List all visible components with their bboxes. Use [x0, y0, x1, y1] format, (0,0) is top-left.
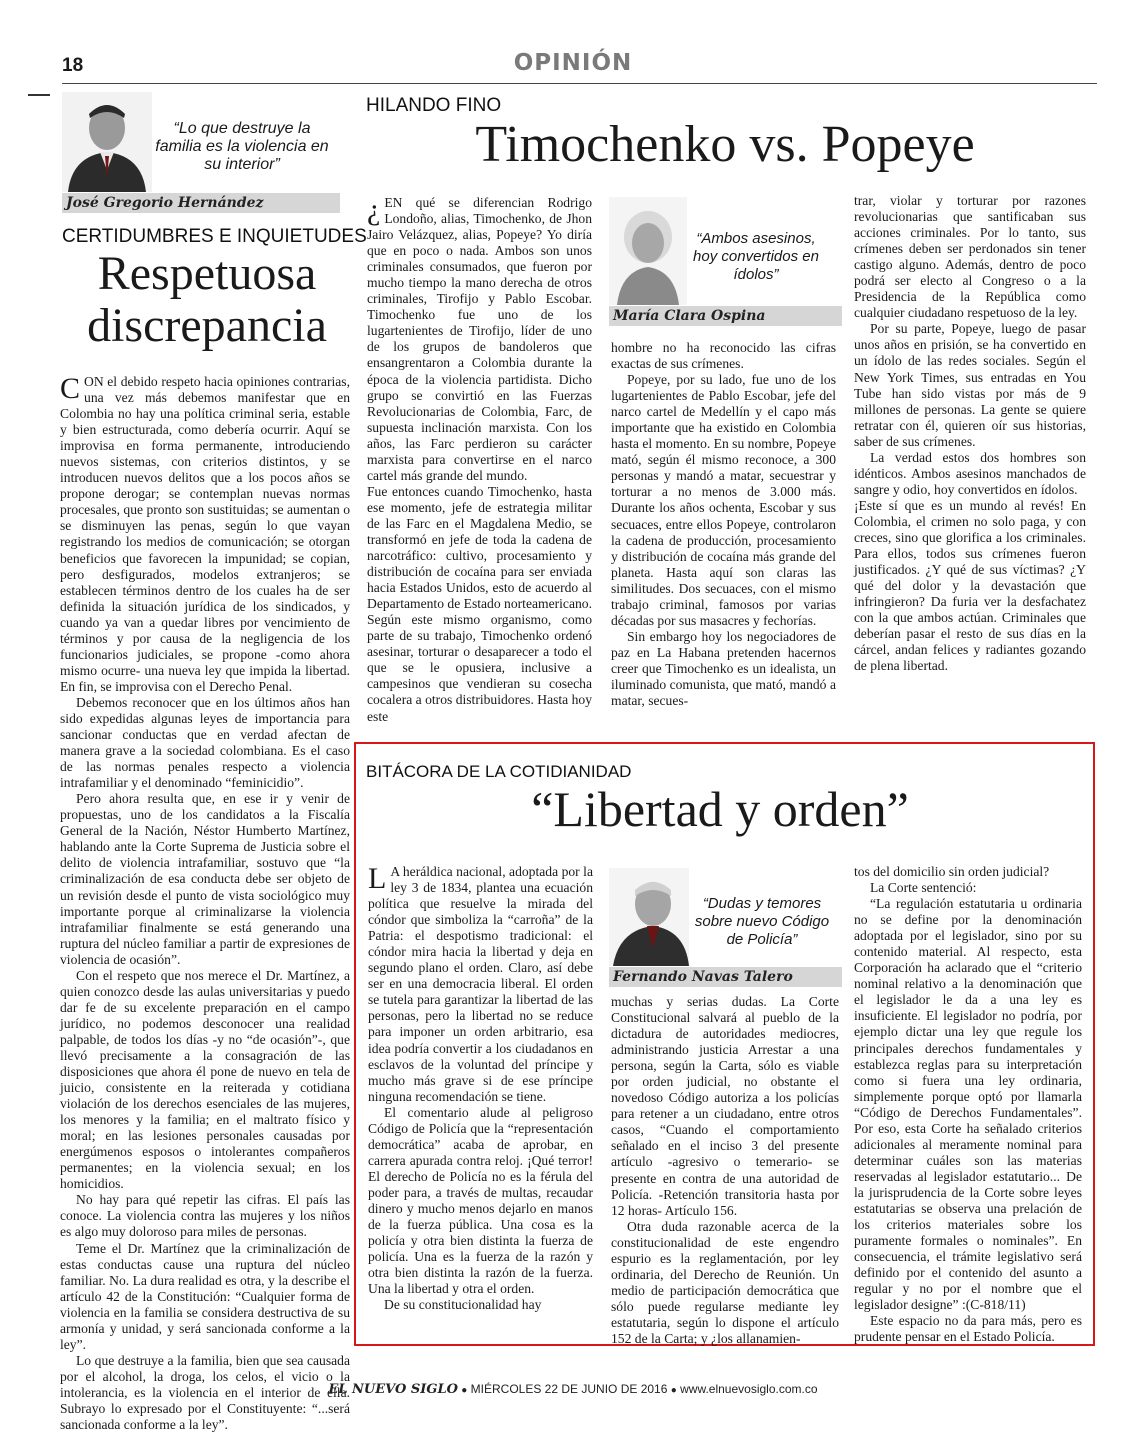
paragraph: Pero ahora resulta que, en ese ir y venir de propuestas, uno de los candidatos a la Fiscalía General de la Nación, Néstor Humberto Martínez, hablando ante la Corte Suprema de Justicia sobre el delito de violencia intrafamiliar, sostuvo que “la criminalización de esa conducta debe ser objeto de un revisión desde el punto de vista sociológico muy importante porque al criminalizarse la violencia intrafamiliar finalmente se está generando una ruptura del núcleo familiar a partir de expresiones de violencia de ocasión”. — [60, 791, 350, 967]
drop-cap: C — [60, 372, 81, 405]
article-title: Respetuosa discrepancia — [87, 247, 327, 352]
margin-mark — [28, 94, 50, 96]
drop-cap: L — [368, 862, 387, 895]
article-title: “Libertad y orden” — [531, 781, 909, 837]
paragraph: Teme el Dr. Martínez que la criminalización de estas conductas cause una ruptura del núcleo familiar. No. La dura realidad es otra, y la describe el artículo 42 de la Constitución: “Cualquier forma de violencia en la familia se considera destructiva de su armonía y unidad, y será sancionada conforme a la ley”. — [60, 1240, 350, 1352]
author-photo-hernandez — [62, 92, 152, 192]
paragraph: Este espacio no da para más, pero es prudente pensar en el Estado Policía. — [854, 1313, 1082, 1345]
author-photo-ospina — [609, 197, 687, 305]
page-footer: EL NUEVO SIGLO ● MIÉRCOLES 22 DE JUNIO DE 2016 ● www.elnuevosiglo.com.co — [328, 1382, 818, 1397]
paragraph: Por su parte, Popeye, luego de pasar unos años en prisión, se ha convertido en un ídolo de las redes sociales. Según el New York Times, sus entradas en You Tube han sido vistas por más de 9 millones de personas. La gente se quiere retratar con él, quieren oír sus historias, saber de sus crímenes. — [854, 321, 1086, 449]
paragraph: De su constitucionalidad hay — [384, 1297, 542, 1313]
pull-quote: “Dudas y temores sobre nuevo Código de Policía” — [694, 895, 830, 948]
article-column-3 — [854, 864, 1082, 1345]
drop-cap: ¿ — [367, 193, 381, 226]
paragraph: El comentario alude al peligroso Código de Policía que la “representación democrática” acaba de aprobar, en carrera apurada contra reloj. ¡Qué terror! El derecho de Policía no es la férula del poder para, a través de multas, recaudar dinero y mucho menos dejarlo en manos de la fuerza pública. Una cosa es la policía y otra bien distinta la fuerza de policía. Una es la fuerza de la razón y otra bien distinta la razón de la fuerza. Una la libertad y otra el orden. — [368, 1104, 593, 1297]
article-column-2 — [611, 994, 839, 1347]
author-byline: María Clara Ospina — [609, 306, 842, 326]
article-kicker: HILANDO FINO — [366, 95, 502, 116]
paragraph: Popeye, por su lado, fue uno de los lugartenientes de Pablo Escobar, jefe del narco cartel de Medellín y el capo más importante que ha existido en Colombia hasta el momento. En su nombre, Popeye mató, según él mismo reconoce, a 300 personas y mandó a matar, secuestrar y torturar a no menos de 3.000 más. Durante los años ochenta, Escobar y sus secuaces, entre ellos Popeye, controlaron la cadena de producción, procesamiento y distribución de cocaína más grande del planeta. Hasta aquí son claras las similitudes. Dos secuaces, con el mismo trabajo criminal, famosos por varias décadas por sus masacres y fechorías. — [611, 372, 837, 628]
paragraph: EN qué se diferencian Rodrigo Londoño, alias, Timochenko, de Jhon Jairo Velázquez, alias, Popeye? Yo diría que en poco o nada. Ambos son unos criminales consumados, que fueron por mucho tiempo la mano derecha de otros criminales, Tirofijo y Pablo Escobar. Timochenko fue uno de los lugartenientes de Tirofijo, líder de uno de los grupos de bandoleros que ensangrentaron a Colombia durante la época de la violencia partidista. Dicho grupo se convirtió en las Fuerzas Revolucionarias de Colombia, Farc, de supuesta inclinación marxista. Con los años, las Farc perdieron su carácter marxista para convertirse en el narco cartel más grande del mundo. — [367, 195, 592, 483]
paragraph: Sin embargo hoy los negociadores de paz en La Habana pretenden hacernos creer que Timochenko es un idealista, un iluminado comunista, que mató, mandó a matar, secues- — [611, 628, 836, 709]
paragraph: Otra duda razonable acerca de la constitucionalidad de este engendro espurio es la reglamentación, por ley ordinaria, del Derecho de Reunión. Un medio de participación democrática que sólo puede regularse mediante ley estatutaria, según lo dispone el artículo 152 de la Carta; y ¿los allanamien- — [611, 1218, 839, 1346]
paragraph: La verdad estos dos hombres son idénticos. Ambos asesinos manchados de sangre y odio, hoy convertidos en ídolos. — [854, 449, 1086, 497]
paragraph: tos del domicilio sin orden judicial? — [854, 864, 1050, 879]
paragraph: hombre no ha reconocido las cifras exactas de sus crímenes. — [611, 340, 836, 372]
article-kicker: BITÁCORA DE LA COTIDIANIDAD — [366, 762, 632, 781]
paragraph: Debemos reconocer que en los últimos años han sido expedidas algunas leyes de importancia para sancionar conductas que en verdad afectan de manera grave a la sociedad colombiana. Es el caso de las normas penales respecto a violencia intrafamiliar y el denominado “feminicidio”. — [60, 694, 350, 791]
header-rule — [62, 83, 1097, 84]
paragraph: No hay para qué repetir las cifras. El país las conoce. La violencia contra las mujeres y los niños es algo muy doloroso para miles de personas. — [60, 1192, 350, 1240]
author-byline: José Gregorio Hernández — [62, 193, 340, 213]
paragraph: A heráldica nacional, adoptada por la ley 3 de 1834, plantea una ecuación política que resuelve la mirada del cóndor que simboliza la “carroña” de la Patria: el despotismo tradicional: el cóndor mira hacia la libertad y deja en segundo plano el orden. Claro, así debe ser en una democracia liberal. El orden se tutela para garantizar la libertad de las personas, pero la libertad no se reduce para imponer un orden arbitrario, esa idea podría convertir a los ciudadanos en esclavos de la voluntad del príncipe y mucho más grave si de ese príncipe ninguna recomendación se tiene. — [368, 864, 593, 1104]
publication-date: MIÉRCOLES 22 DE JUNIO DE 2016 — [470, 1382, 668, 1396]
page-number: 18 — [62, 55, 84, 76]
paragraph: Con el respeto que nos merece el Dr. Martínez, a quien conozco desde las aulas universitarias y puedo dar fe de su excelente preparación en el campo jurídico, no podemos desconocer una realidad palpable, de todos los días -y no “de ocasión”-, que llevó precisamente a la consagración de las disposiciones que ahora él pone de nuevo en tela de juicio, consistente en la reiterada y cotidiana violación de los derechos esenciales de las mujeres, los menores y la familia; en el maltrato físico y moral; en las lesiones personales causadas por energúmenos esposos o intolerantes compañeros permanentes; en la violencia sexual; en los homicidios. — [60, 967, 350, 1192]
article-title: Timochenko vs. Popeye — [475, 116, 975, 173]
paragraph: trar, violar y torturar por razones revolucionarias que santificaban sus acciones criminales. Por lo tanto, sus crímenes deben ser perdonados sin tener castigo alguno. Además, dentro de poco podrá ser electo al Congreso o a la Presidencia de la República como cualquier ciudadano respetuoso de la ley. — [854, 193, 1086, 321]
article-column-3 — [854, 193, 1086, 674]
paragraph: La Corte sentenció: — [870, 880, 977, 896]
article-column-2 — [611, 340, 836, 709]
author-photo-navas — [609, 868, 689, 966]
article-column-1 — [367, 195, 592, 725]
section-title: OPINIÓN — [513, 50, 633, 76]
website-url: www.elnuevosiglo.com.co — [680, 1382, 818, 1396]
paragraph: “La regulación estatutaria u ordinaria no se define por la denominación adoptada por el legislador, sino por su contenido material. Al respecto, esta Corporación ha aclarado que el “criterio nominal relativo a la denominación que el legislador le da a una ley es insuficiente. El legislador no podría, por ejemplo dictar una ley que regule los principales derechos fundamentales y establezca reglas para su interpretación como si fuera una ley ordinaria, simplemente porque optó por llamarla “Código de Derechos Fundamentales”. Por eso, esta Corte ha señalado criterios adicionales al meramente nominal para determinar cuáles son las materias reservadas al legislador estatutario... De la jurisprudencia de la Corte sobre leyes estatutarias se observa una prelación de los criterios materiales sobre los puramente formales o nominales”. En consecuencia, el trámite legislativo será definido por el contenido del asunto a regular y no por el nombre que el legislador designe” :(C-818/11) — [854, 896, 1082, 1313]
article-column-1 — [368, 864, 593, 1313]
pull-quote: “Lo que destruye la familia es la violencia en su interior” — [155, 120, 329, 173]
paragraph: Lo que destruye a la familia, bien que sea causada por el alcohol, la droga, los celos, el vicio o la intolerancia, es la violencia en el interior de ella. Subrayo lo expresado por el Constituyente: “...será sancionada conforme a la ley”. — [60, 1352, 350, 1433]
paragraph: ¡Este sí que es un mundo al revés! En Colombia, el crimen no solo paga, y con creces, sino que glorifica a los criminales. Para ellos, todos sus crímenes fueron justificados. ¿Y qué de sus víctimas? ¿Y qué del dolor y la devastación que infringieron? Da furia ver la desfachatez con la que ambos actúan. Criminales que deberían pasar el resto de sus días en la cárcel, andan felices y radiantes gozando de plena libertad. — [854, 497, 1086, 674]
article-body — [60, 374, 350, 1433]
author-byline: Fernando Navas Talero — [609, 967, 842, 987]
paragraph: ON el debido respeto hacia opiniones contrarias, una vez más debemos manifestar que en Colombia no hay una política criminal seria, estable y bien estructurada, como debería ocurrir. Aquí se improvisa en forma permanente, introduciendo nuevos sistemas, con criterios distintos, y se introducen nuevos delitos que a los pocos años se propone derogar; se contemplan nuevas normas procesales, que pronto son sustituidas; se aumentan o se disminuyen las penas, según lo que vayan registrando los medios de comunicación; se otorgan beneficios que favorecen la impunidad; se copian, pero desfigurados, modelos extranjeros; se establecen términos dentro de los cuales ha de ser definida la situación jurídica de los sindicados, y cuando ya van a quedar libres por vencimiento de términos y por causa de la negligencia de los funcionarios judiciales, se propone -como ahora mismo ocurre- una nueva ley que impida la libertad. En fin, se improvisa con el Derecho Penal. — [60, 374, 350, 694]
paragraph: Fue entonces cuando Timochenko, hasta ese momento, jefe de estrategia militar de las Farc en el Magdalena Medio, se transformó en jefe de toda la cadena de narcotráfico: cultivo, procesamiento y distribución de cocaína para ser enviada hacia Estados Unidos, esto de acuerdo al Departamento de Estado norteamericano. Según este mismo organismo, como parte de su trabajo, Timochenko ordenó asesinar, torturar o desaparecer a todo el que se le opusiera, inclusive a campesinos que vendieran su cosecha cocalera a otros distribuidores. Hasta hoy este — [367, 483, 592, 724]
pull-quote: “Ambos asesinos, hoy convertidos en ídolos” — [693, 230, 819, 283]
article-kicker: CERTIDUMBRES E INQUIETUDES — [62, 226, 367, 247]
newspaper-name: EL NUEVO SIGLO — [328, 1382, 458, 1397]
paragraph: muchas y serias dudas. La Corte Constitucional salvará al pueblo de la dictadura de autoridades mediocres, administrando justicia Arrestar a una persona, según la Carta, sólo es viable por orden judicial, no obstante el novedoso Código autoriza a los policías para retener a un ciudadano, entre otros casos, “Cuando el comportamiento señalado en el inciso 3 del presente artículo -agresivo o temerario- se presente en contra de una autoridad de Policía. -Retención transitoria hasta por 12 horas- Artículo 156. — [611, 994, 839, 1218]
